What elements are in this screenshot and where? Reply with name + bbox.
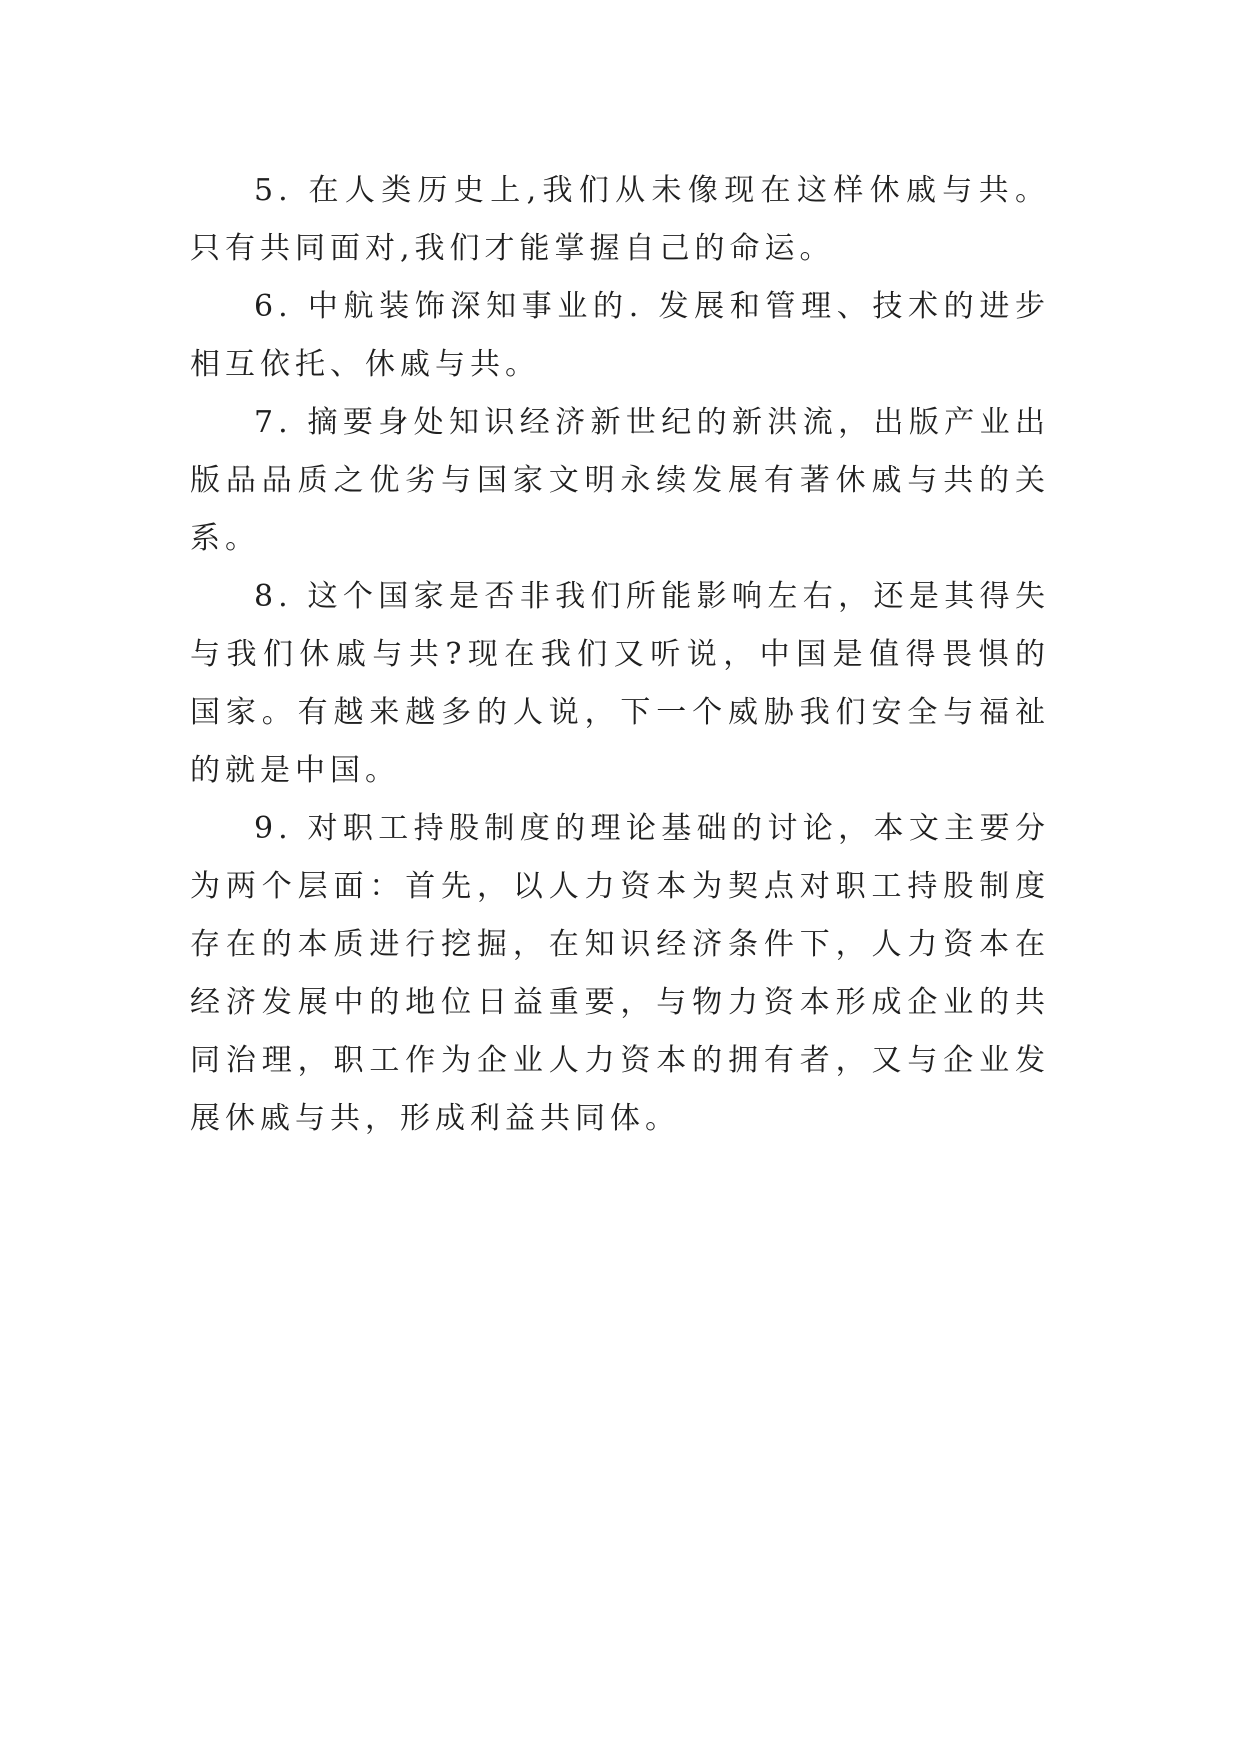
paragraph-6: 6. 中航装饰深知事业的. 发展和管理、技术的进步相互依托、休戚与共。 xyxy=(190,289,1050,382)
paragraph-8: 8. 这个国家是否非我们所能影响左右，还是其得失与我们休戚与共?现在我们又听说，中国是值得畏惧的国家。有越来越多的人说，下一个威胁我们安全与福祉的就是中国。 xyxy=(190,579,1050,788)
paragraph-5: 5. 在人类历史上,我们从未像现在这样休戚与共。只有共同面对,我们才能掌握自己的命运。 xyxy=(190,173,1050,266)
document-body xyxy=(190,162,1050,1148)
paragraph-7: 7. 摘要身处知识经济新世纪的新洪流，出版产业出版品品质之优劣与国家文明永续发展有著休戚与共的关系。 xyxy=(190,405,1050,556)
paragraph-9: 9. 对职工持股制度的理论基础的讨论，本文主要分为两个层面：首先，以人力资本为契点对职工持股制度存在的本质进行挖掘，在知识经济条件下，人力资本在经济发展中的地位日益重要，与物力资本形成企业的共同治理，职工作为企业人力资本的拥有者，又与企业发展休戚与共，形成利益共同体。 xyxy=(190,811,1050,1136)
